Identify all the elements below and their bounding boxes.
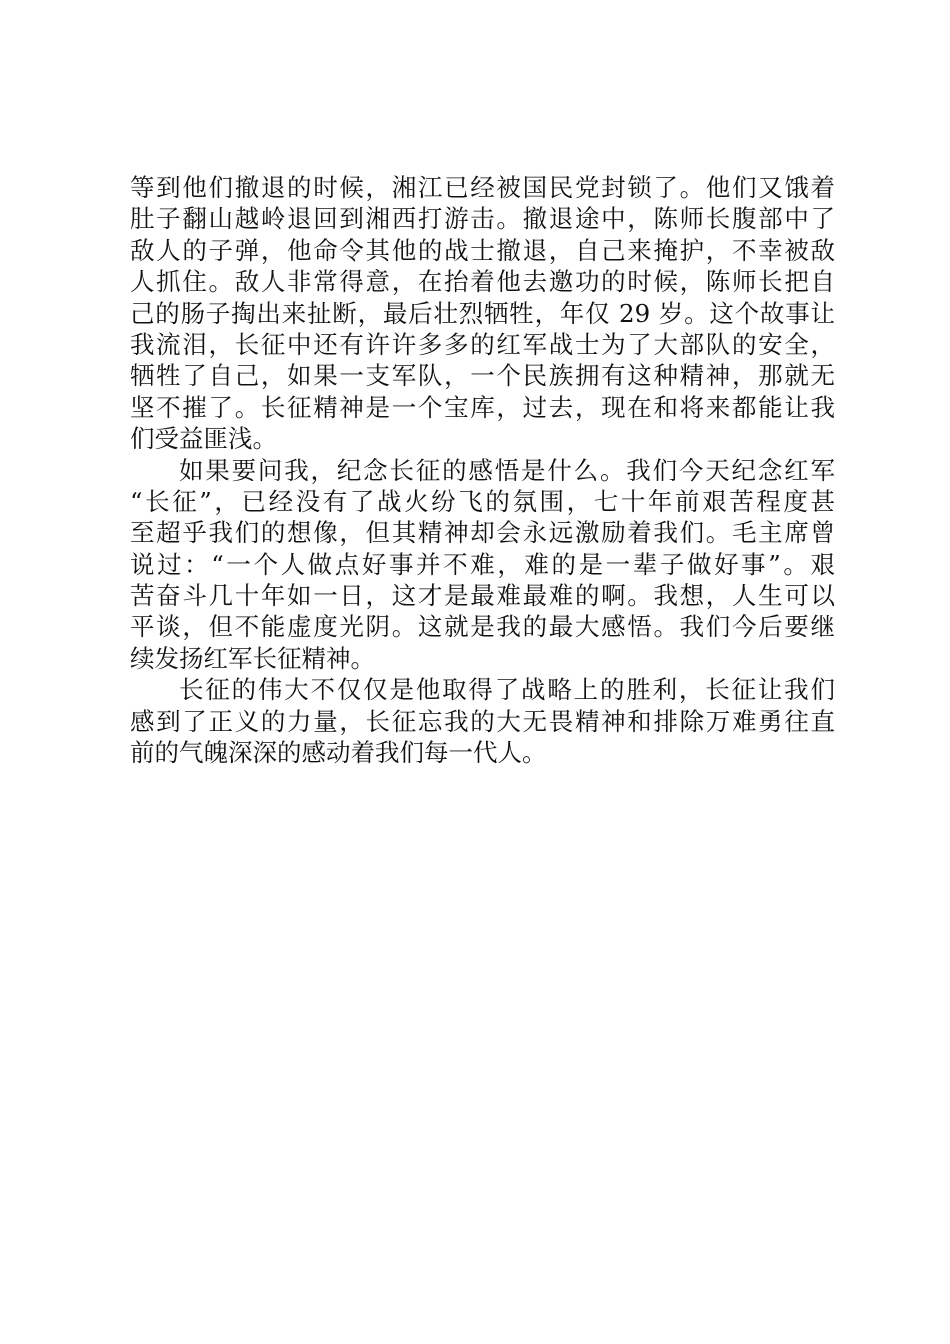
text-line: 苦奋斗几十年如一日，这才是最难最难的啊。我想，人生可以 <box>130 581 835 611</box>
text-line: 牺牲了自己，如果一支军队，一个民族拥有这种精神，那就无 <box>130 361 835 391</box>
text-line: 等到他们撤退的时候，湘江已经被国民党封锁了。他们又饿着 <box>130 173 835 202</box>
body-text <box>130 172 835 768</box>
text-line: 平谈，但不能虚度光阴。这就是我的最大感悟。我们今后要继 <box>130 612 835 642</box>
text-line: “长征”，已经没有了战火纷飞的氛围，七十年前艰苦程度甚 <box>130 486 835 516</box>
text-line: 前的气魄深深的感动着我们每一代人。 <box>130 738 547 768</box>
text-line: 我流泪，长征中还有许许多多的红军战士为了大部队的安全， <box>130 329 835 359</box>
text-line: 坚不摧了。长征精神是一个宝库，过去，现在和将来都能让我 <box>130 392 835 422</box>
text-line: 长征的伟大不仅仅是他取得了战略上的胜利，长征让我们 <box>179 675 835 705</box>
text-line: 们受益匪浅。 <box>130 424 277 454</box>
paragraph-1 <box>130 172 835 455</box>
text-line: 如果要问我，纪念长征的感悟是什么。我们今天纪念红军 <box>179 455 835 485</box>
text-line: 至超乎我们的想像，但其精神却会永远激励着我们。毛主席曾 <box>130 518 835 548</box>
text-line: 肚子翻山越岭退回到湘西打游击。撤退途中，陈师长腹部中了 <box>130 204 835 234</box>
text-line: 续发扬红军长征精神。 <box>130 643 375 673</box>
text-line: 己的肠子掏出来扯断，最后壮烈牺牲，年仅 29 岁。这个故事让 <box>130 298 835 328</box>
text-line: 人抓住。敌人非常得意，在抬着他去邀功的时候，陈师长把自 <box>130 267 835 297</box>
paragraph-3 <box>130 674 835 768</box>
text-line: 说过：“一个人做点好事并不难，难的是一辈子做好事”。艰 <box>130 549 835 579</box>
text-line: 感到了正义的力量，长征忘我的大无畏精神和排除万难勇往直 <box>130 706 835 736</box>
paragraph-2 <box>130 455 835 675</box>
text-line: 敌人的子弹，他命令其他的战士撤退，自己来掩护，不幸被敌 <box>130 235 835 265</box>
